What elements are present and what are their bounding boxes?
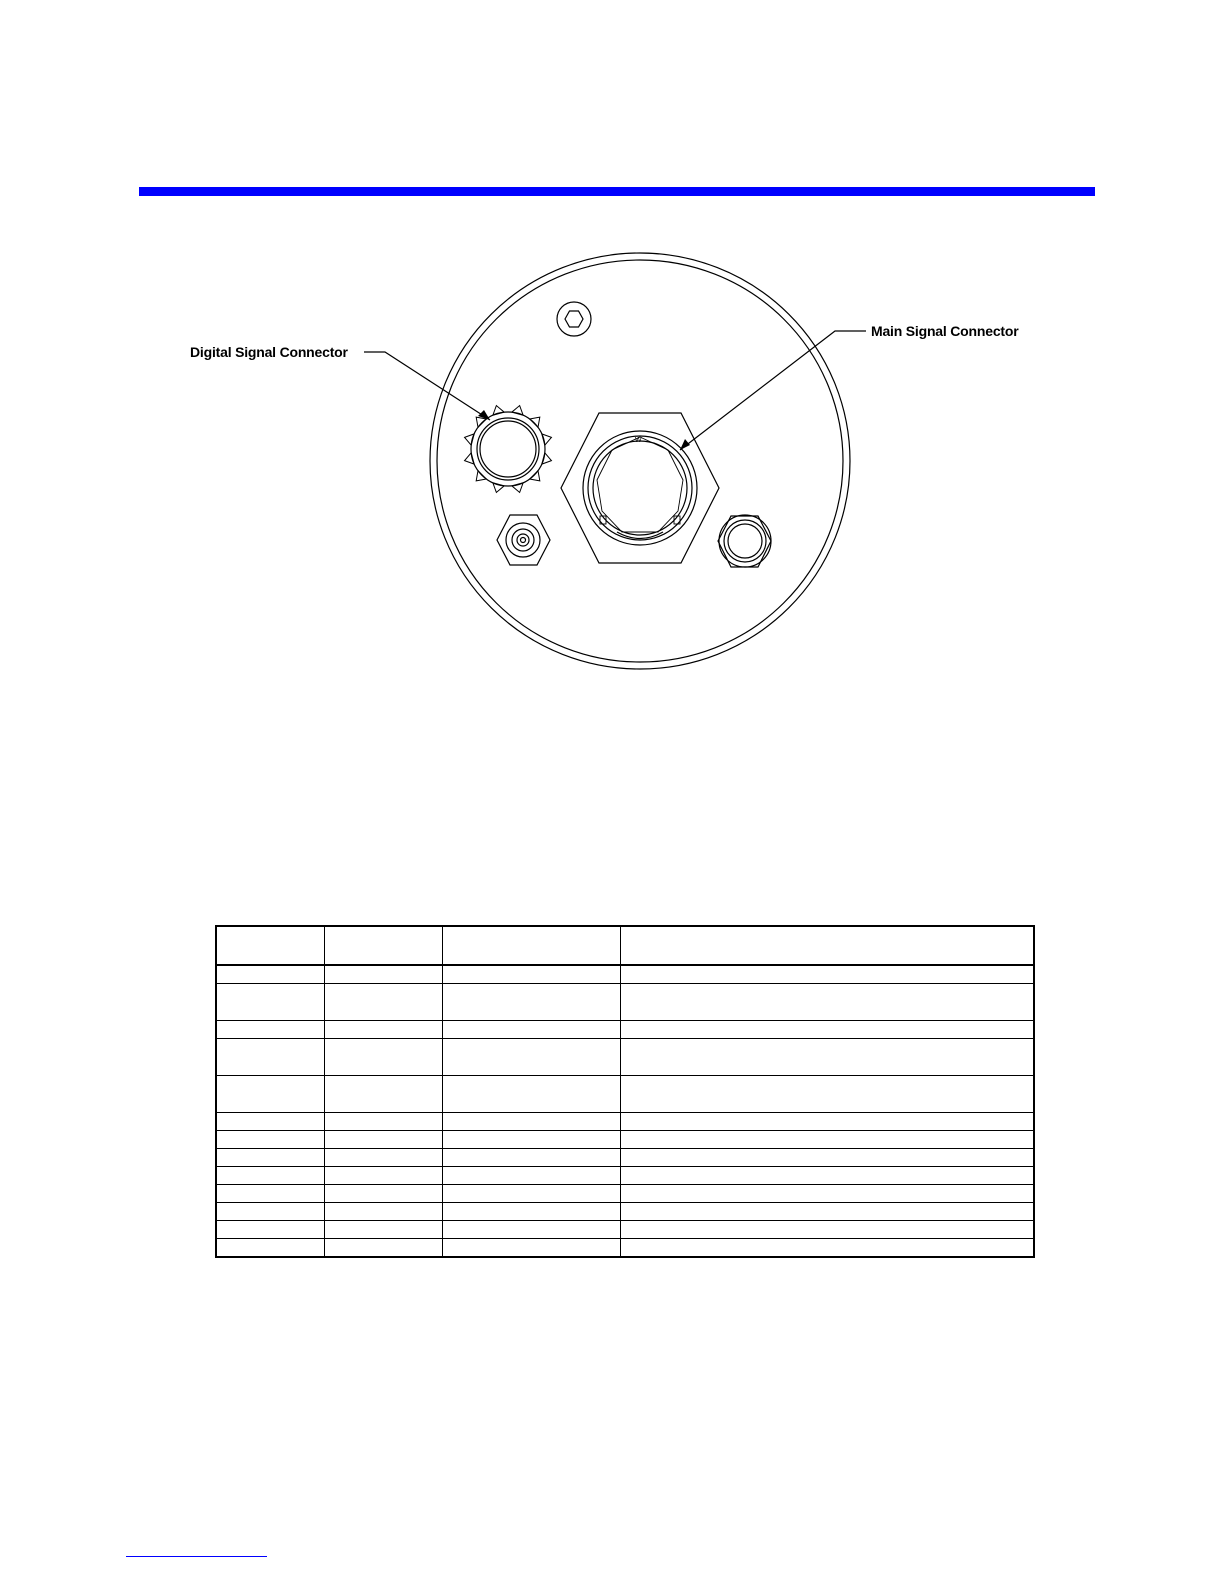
table-row [216,1039,1034,1076]
table-cell [216,1021,324,1039]
table-cell [324,1113,442,1131]
table-cell [442,1149,620,1167]
connector-tooth [493,406,504,416]
table-cell [324,1021,442,1039]
table-row [216,1113,1034,1131]
table-cell [324,1149,442,1167]
table-cell [216,984,324,1021]
digital-leader-line [364,352,490,420]
table-cell [442,965,620,984]
table-cell [442,1076,620,1113]
table-row [216,1021,1034,1039]
table-cell [216,1039,324,1076]
connector-panel-svg [180,240,1050,680]
table-row [216,1076,1034,1113]
connector-tooth [512,406,523,416]
hex-bolt [557,302,591,336]
table-cell [442,1021,620,1039]
header-cell [620,926,1034,965]
coax-fitting [497,515,550,565]
table-cell [216,1239,324,1258]
connector-tooth [512,483,523,493]
table-cell [216,1113,324,1131]
table-cell [216,1131,324,1149]
table-cell [324,1167,442,1185]
pin-table [215,925,1035,1258]
table-cell [216,1185,324,1203]
table-cell [216,965,324,984]
footnote-rule [126,1556,267,1557]
table-cell [620,1039,1034,1076]
pin-table-body [216,926,1034,1257]
main-signal-connector-label: Main Signal Connector [871,323,1019,339]
table-row [216,1131,1034,1149]
table-cell [442,1113,620,1131]
table-row [216,1221,1034,1239]
digital-signal-connector [465,406,552,493]
table-cell [216,1149,324,1167]
connector-tooth [530,417,540,427]
digital-signal-connector-label: Digital Signal Connector [190,344,348,360]
table-cell [620,965,1034,984]
table-cell [216,1203,324,1221]
table-cell [324,1076,442,1113]
table-cell [620,1203,1034,1221]
header-cell [324,926,442,965]
table-row [216,965,1034,984]
table-row [216,1239,1034,1258]
table-cell [442,1167,620,1185]
connector-panel-drawing [180,240,1050,680]
table-cell [442,1039,620,1076]
connector-tooth [476,417,486,427]
housing-outer-circle [430,253,850,669]
table-cell [620,984,1034,1021]
header-cell [216,926,324,965]
table-row [216,1167,1034,1185]
table-cell [324,1039,442,1076]
table-cell [324,1203,442,1221]
table-cell [620,1167,1034,1185]
header-cell [442,926,620,965]
table-row [216,1203,1034,1221]
table-cell [216,1167,324,1185]
table-cell [620,1149,1034,1167]
table-cell [442,984,620,1021]
table-cell [620,1185,1034,1203]
connector-tooth [465,453,475,464]
table-cell [442,1131,620,1149]
table-cell [442,1239,620,1258]
table-cell [216,1221,324,1239]
table-cell [620,1021,1034,1039]
table-cell [324,965,442,984]
connector-tooth [493,483,504,493]
table-cell [442,1203,620,1221]
connector-tooth [530,471,540,481]
table-cell [620,1221,1034,1239]
table-row [216,1185,1034,1203]
table-cell [324,984,442,1021]
connector-tooth [476,471,486,481]
housing-inner-circle [437,260,843,662]
table-row [216,1149,1034,1167]
table-cell [620,1113,1034,1131]
vent-fitting [718,515,771,567]
connector-tooth [465,434,475,445]
table-cell [442,1221,620,1239]
table-row [216,984,1034,1021]
table-cell [216,1076,324,1113]
connector-marking: W [635,437,642,444]
table-cell [324,1185,442,1203]
table-cell [620,1131,1034,1149]
table-cell [620,1239,1034,1258]
table-cell [620,1076,1034,1113]
table-cell [442,1185,620,1203]
table-cell [324,1239,442,1258]
pin-table-header-row [216,926,1034,965]
table-cell [324,1131,442,1149]
table-cell [324,1221,442,1239]
header-rule [139,187,1095,196]
connector-tooth [542,453,552,464]
main-signal-connector [561,413,719,563]
connector-tooth [542,434,552,445]
